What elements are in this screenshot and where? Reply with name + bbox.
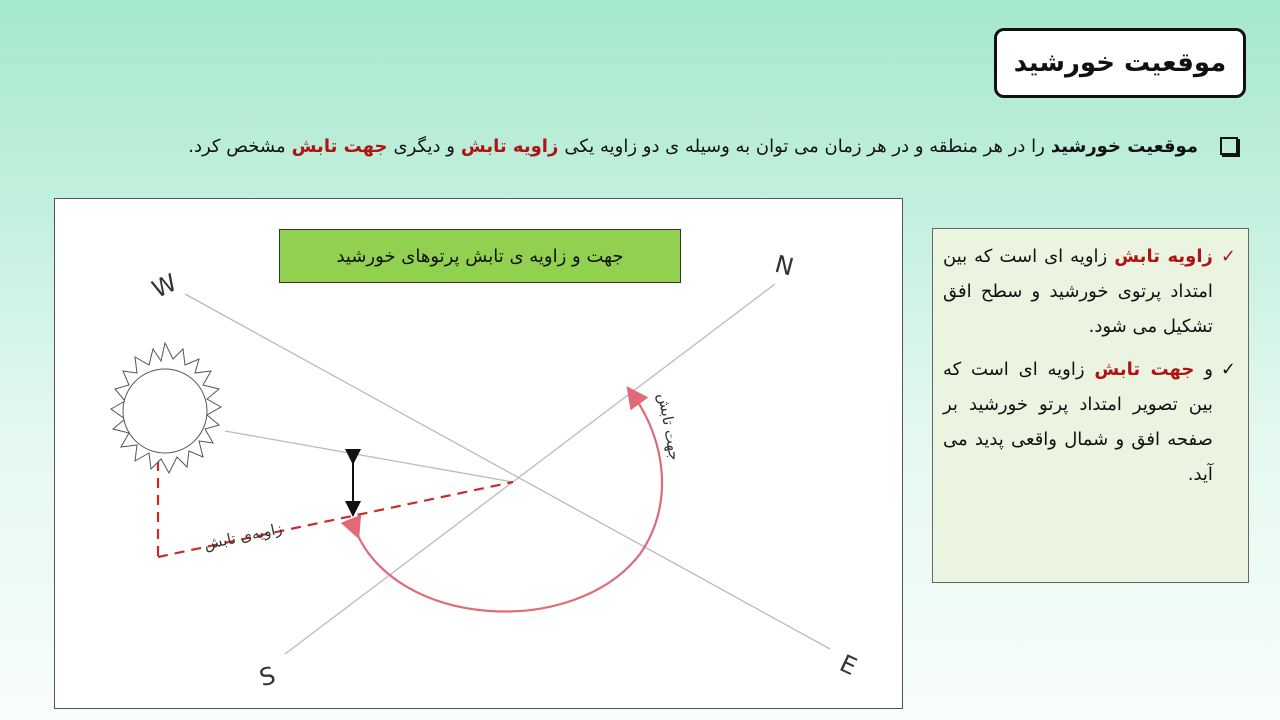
definition-altitude-text: زاویه ای است که بین امتداد پرتوی خورشید و سطح افق تشکیل می شود. [943,246,1213,337]
figure-caption: جهت و زاویه ی تابش پرتوهای خورشید [279,229,681,283]
altitude-angle-label: زاویه‌ی تابش [202,519,284,554]
sun-angle-figure [54,198,903,709]
definition-altitude [943,239,1236,344]
direction-east-label: E [835,649,862,681]
definition-azimuth-text: زاویه ای است که بین تصویر امتداد پرتو خورشید بر صفحه افق و شمال واقعی پدید می آید. [943,359,1213,485]
ns-axis-line [285,284,775,654]
check-icon: ✓ [1220,359,1236,380]
definition-azimuth [943,352,1236,492]
checkbox-bullet-icon [1220,137,1238,155]
intro-line [98,130,1238,162]
we-axis-line [185,294,830,649]
page-title: موقعیت خورشید [994,28,1246,98]
direction-south-label: S [256,661,279,693]
check-icon: ✓ [1220,246,1236,267]
definition-azimuth-prefix: و [1204,359,1213,380]
direction-north-label: N [771,249,797,282]
intro-term-altitude: زاویه تابش [460,135,559,157]
sun-ray-line [225,431,513,482]
azimuth-arc [355,395,662,611]
azimuth-direction-label: جهت تابش [654,391,684,462]
definition-azimuth-term: جهت تابش [1094,359,1195,380]
definition-altitude-term: زاویه تابش [1114,246,1213,267]
sun-icon [111,343,221,473]
intro-term-azimuth: جهت تابش [291,135,388,157]
intro-text-3: مشخص کرد. [188,135,286,157]
intro-term-sun-position: موقعیت خورشید [1050,135,1198,157]
intro-text-2: و دیگری [393,135,455,157]
direction-west-label: W [147,268,182,304]
intro-text-1: را در هر منطقه و در هر زمان می توان به وسیله ی دو زاویه یکی [564,135,1045,157]
definitions-box [932,228,1249,583]
